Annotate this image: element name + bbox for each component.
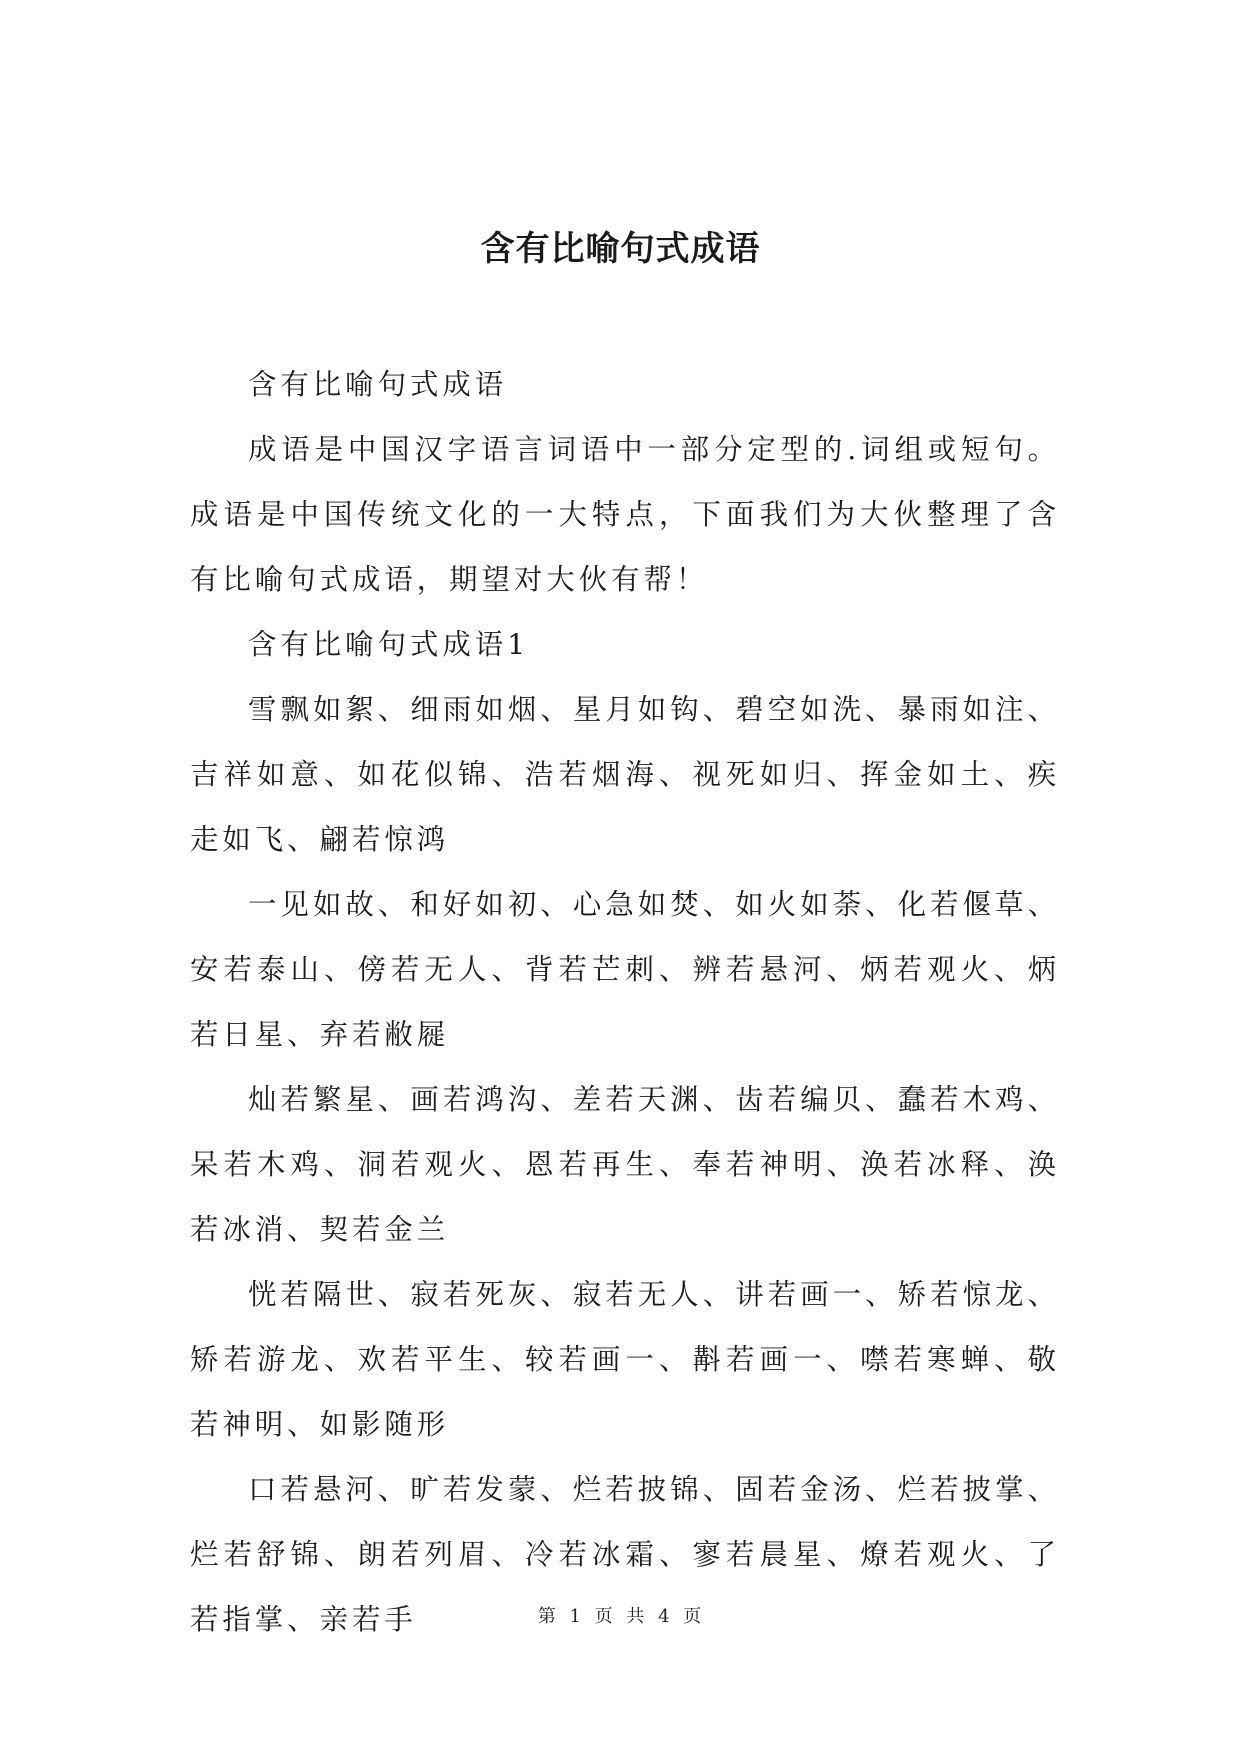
paragraph-section-heading: 含有比喻句式成语1 [248, 628, 530, 661]
paragraph-idiom-list: 一见如故、和好如初、心急如焚、如火如荼、化若偃草、安若泰山、傍若无人、背若芒刺、辨若悬河、炳若观火、炳若日星、弃若敝屣 [190, 888, 1060, 1051]
page-footer [0, 1604, 1241, 1630]
paragraph-idiom-list: 雪飘如絮、细雨如烟、星月如钩、碧空如洗、暴雨如注、吉祥如意、如花似锦、浩若烟海、视死如归、挥金如土、疾走如飞、翩若惊鸿 [190, 693, 1060, 856]
footer-total-prefix: 共 [626, 1606, 647, 1627]
paragraph-idiom-list: 口若悬河、旷若发蒙、烂若披锦、固若金汤、烂若披掌、烂若舒锦、朗若列眉、冷若冰霜、寥若晨星、燎若观火、了若指掌、亲若手 [190, 1473, 1060, 1636]
document-title: 含有比喻句式成语 [480, 229, 761, 269]
paragraph-idiom-list: 恍若隔世、寂若死灰、寂若无人、讲若画一、矫若惊龙、矫若游龙、欢若平生、较若画一、斠若画一、噤若寒蝉、敬若神明、如影随形 [190, 1278, 1060, 1441]
footer-page-suffix: 页 [594, 1606, 615, 1627]
footer-total-suffix: 页 [683, 1606, 704, 1627]
footer-total-pages: 4 [658, 1606, 672, 1627]
paragraph-idiom-list: 灿若繁星、画若鸿沟、差若天渊、齿若编贝、蠢若木鸡、呆若木鸡、洞若观火、恩若再生、奉若神明、涣若冰释、涣若冰消、契若金兰 [190, 1083, 1060, 1246]
document-body [190, 352, 1060, 1652]
paragraph-intro: 成语是中国汉字语言词语中一部分定型的.词组或短句。成语是中国传统文化的一大特点，下面我们为大伙整理了含有比喻句式成语，期望对大伙有帮！ [190, 433, 1060, 596]
paragraph-subtitle: 含有比喻句式成语 [248, 368, 508, 401]
footer-page-number: 1 [569, 1606, 583, 1627]
footer-prefix: 第 [537, 1606, 558, 1627]
